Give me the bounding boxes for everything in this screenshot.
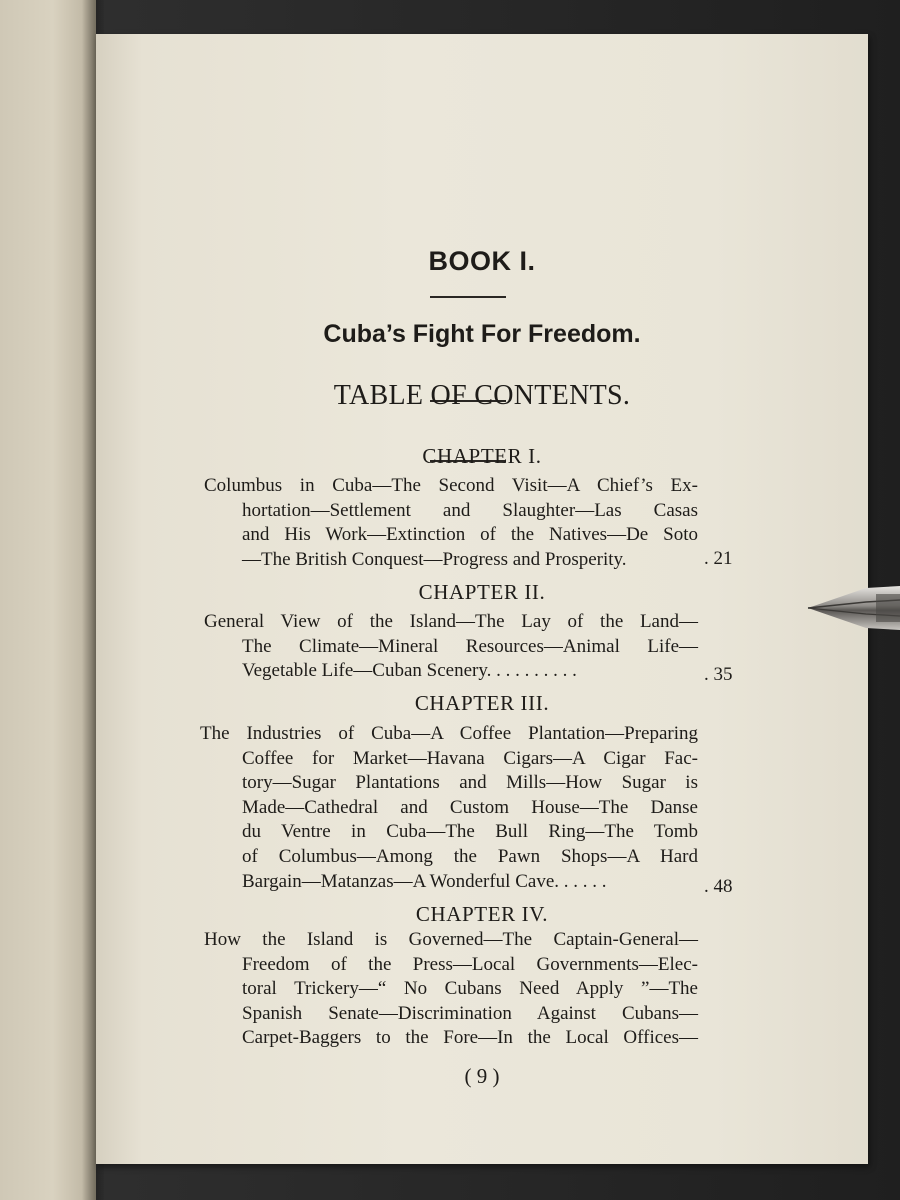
summary-line: Coffee for Market—Havana Cigars—A Cigar Fac-	[242, 747, 698, 769]
summary-line: of Columbus—Among the Pawn Shops—A Hard	[242, 845, 698, 867]
chapter-summary	[204, 928, 698, 1051]
leader-dots: .	[704, 664, 709, 685]
summary-line: General View of the Island—The Lay of the Land—	[204, 611, 698, 632]
page-number	[704, 548, 733, 570]
summary-line: and His Work—Extinction of the Natives—De Soto	[242, 524, 698, 546]
leader-dots: .	[704, 876, 709, 897]
page-number-value: 35	[713, 664, 733, 685]
summary-line: Vegetable Life—Cuban Scenery. . . . . . . . . .	[242, 660, 577, 682]
summary-line: Bargain—Matanzas—A Wonderful Cave. . . . . .	[242, 870, 607, 892]
book-subtitle: Cuba’s Fight For Freedom.	[323, 320, 641, 348]
summary-line: The Climate—Mineral Resources—Animal Life—	[242, 635, 698, 657]
folio-page-number: ( 9 )	[464, 1064, 500, 1088]
chapter-title: CHAPTER IV.	[415, 902, 549, 926]
book-page	[96, 34, 868, 1164]
summary-line: How the Island is Governed—The Captain-General—	[204, 929, 698, 950]
chapter-title: CHAPTER I.	[422, 444, 542, 468]
chapter-summary	[204, 474, 698, 572]
summary-line: tory—Sugar Plantations and Mills—How Sugar is	[242, 772, 698, 794]
chapter-summary	[200, 722, 698, 894]
summary-line: Spanish Senate—Discrimination Against Cubans—	[242, 1002, 698, 1024]
divider-rule	[430, 296, 506, 298]
summary-line: hortation—Settlement and Slaughter—Las Casas	[242, 499, 698, 521]
toc-heading: TABLE OF CONTENTS.	[333, 380, 631, 411]
summary-line: toral Trickery—“ No Cubans Need Apply ”—The	[242, 978, 698, 1000]
summary-line: The Industries of Cuba—A Coffee Plantation—Preparing	[200, 723, 698, 744]
summary-line: Columbus in Cuba—The Second Visit—A Chief’s Ex-	[204, 475, 698, 496]
summary-line: Made—Cathedral and Custom House—The Danse	[242, 796, 698, 818]
summary-line: du Ventre in Cuba—The Bull Ring—The Tomb	[242, 821, 698, 843]
page-number	[704, 664, 733, 686]
chapter-title: CHAPTER II.	[418, 580, 546, 604]
chapter-title: CHAPTER III.	[414, 691, 550, 715]
page-number	[704, 876, 733, 898]
chapter-summary	[204, 610, 698, 684]
pen-nib-icon	[806, 582, 900, 634]
summary-line: Freedom of the Press—Local Governments—Elec-	[242, 953, 698, 975]
page-number-value: 48	[713, 876, 733, 897]
book-label: BOOK I.	[428, 246, 536, 276]
summary-line: —The British Conquest—Progress and Prosperity.	[242, 548, 627, 570]
leader-dots: .	[704, 548, 709, 569]
summary-line: Carpet-Baggers to the Fore—In the Local Offices—	[242, 1027, 698, 1049]
page-number-value: 21	[713, 548, 733, 569]
